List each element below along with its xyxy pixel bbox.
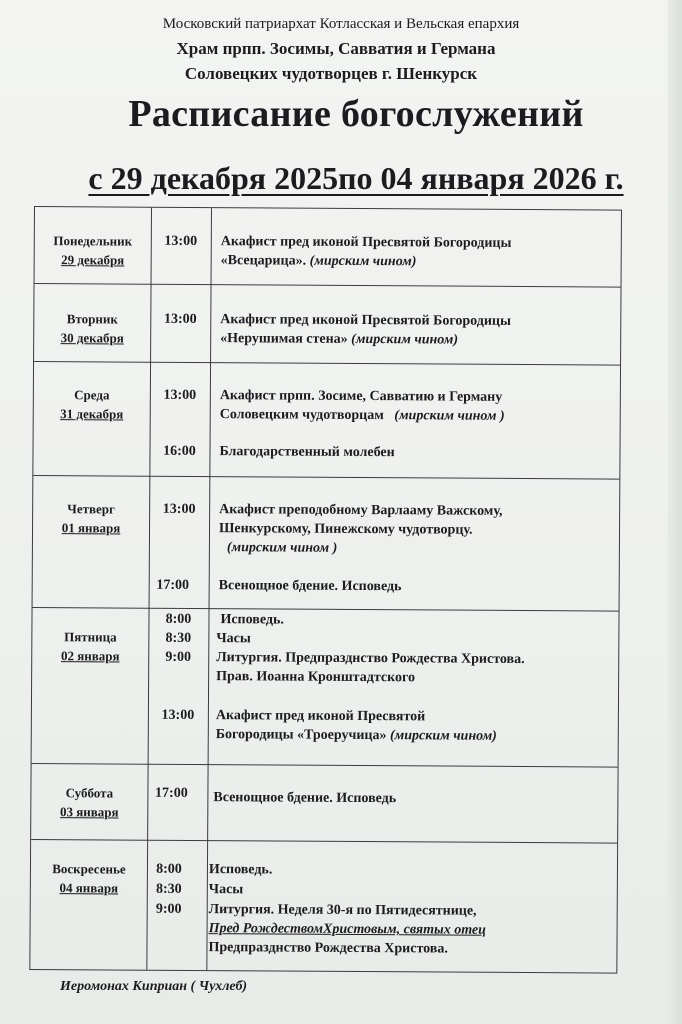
service-description: Благодарственный молебен: [219, 444, 395, 461]
service-description: [216, 706, 614, 746]
service-time: 9:00: [165, 649, 192, 665]
service-text: Литургия. Предпразднство Рождества Христова.: [216, 650, 525, 668]
service-time: 8:30: [165, 630, 192, 646]
service-time: 16:00: [163, 443, 196, 459]
service-time: 8:00: [165, 611, 192, 627]
page-title: Расписание богослужений: [128, 93, 584, 135]
service-entry: [149, 610, 619, 628]
service-text-cont: Соловецким чудотворцам: [219, 407, 384, 424]
service-text-cont: Прав. Иоанна Кронштадтского: [216, 669, 416, 686]
day-date: 03 января: [59, 804, 119, 820]
service-note: (мирским чином): [389, 728, 497, 744]
service-entry: [150, 310, 620, 348]
church-name-line: Храм прпп. Зосимы, Савватия и Германа: [176, 39, 496, 58]
table-row-sunday: [30, 839, 617, 973]
service-text-cont: «Всецарица».: [220, 253, 307, 269]
day-cell: [32, 627, 148, 666]
service-description: Часы: [216, 631, 251, 647]
table-row-monday: [35, 207, 621, 287]
table-row-tuesday: [34, 283, 620, 365]
service-entry: [149, 576, 619, 595]
table-row-saturday: [31, 763, 617, 843]
day-date: 02 января: [60, 648, 120, 664]
day-name: Среда: [74, 387, 110, 403]
service-time: 8:30: [155, 881, 182, 897]
service-description: Исповедь.: [220, 612, 284, 628]
day-name: Понедельник: [53, 233, 133, 249]
service-time: 8:00: [156, 861, 182, 877]
service-description: [220, 310, 616, 350]
church-location-line: Соловецких чудотворцев г. Шенкурск: [184, 64, 478, 83]
service-description: Исповедь.: [208, 862, 273, 878]
service-time: 17:00: [156, 577, 190, 593]
service-entry: [147, 784, 617, 807]
schedule-table: [29, 206, 622, 974]
day-cell: [35, 231, 151, 270]
day-name: Воскресенье: [52, 861, 126, 877]
service-entry: [148, 706, 618, 744]
service-time: 13:00: [162, 501, 196, 517]
service-text-line2: [221, 251, 617, 272]
day-cell: [33, 499, 149, 538]
service-text: Акафист прпп. Зосиме, Савватию и Герману: [219, 388, 503, 405]
service-text-cont: Шенкурскому, Пинежскому чудотворцу.: [218, 521, 473, 538]
day-date: 29 декабря: [61, 252, 125, 268]
service-text-line2: [220, 329, 616, 350]
table-row-wednesday: [33, 361, 620, 479]
service-note: (мирским чином ): [394, 408, 505, 424]
service-text-cont: Пред РождествомХристовым, святых отец: [208, 921, 486, 938]
service-text-cont: Предпразднство Рождества Христова.: [208, 940, 448, 957]
service-entry: [151, 232, 621, 270]
day-cell: [31, 859, 147, 898]
service-entry: [150, 386, 620, 424]
service-note: (мирским чином): [351, 331, 459, 348]
day-date: 31 декабря: [60, 406, 124, 422]
service-text: Акафист пред иконой Пресвятой: [215, 708, 426, 725]
service-entry: [149, 500, 619, 556]
service-time: 13:00: [163, 311, 197, 327]
service-time: 17:00: [155, 785, 188, 801]
service-description: Всенощное бдение. Исповедь: [213, 790, 397, 807]
day-name: Четверг: [67, 501, 116, 517]
table-row-friday: [32, 607, 619, 767]
service-text-cont: Богородицы «Троеручица»: [215, 727, 387, 744]
service-description: Всенощное бдение. Исповедь: [218, 578, 402, 595]
day-name: Вторник: [66, 311, 118, 327]
service-time: 13:00: [161, 707, 195, 723]
service-text: Акафист пред иконой Пресвятой Богородицы: [220, 312, 511, 329]
service-description: Часы: [208, 882, 244, 898]
service-text: Акафист пред иконой Пресвятой Богородицы: [220, 234, 512, 251]
service-note: (мирским чином ): [226, 540, 338, 556]
signature: Иеромонах Киприан ( Чухлеб): [60, 979, 248, 994]
service-description: [220, 386, 616, 426]
service-entry: [147, 860, 617, 878]
service-text: Акафист преподобному Варлааму Важскому,: [219, 502, 503, 519]
service-description: [219, 500, 615, 559]
service-text-line2: [216, 725, 614, 746]
date-range: с 29 декабря 2025по 04 января 2026 г.: [88, 160, 624, 196]
service-text: Литургия. Неделя 30-я по Пятидесятнице,: [208, 902, 477, 919]
diocese-line: Московский патриархат Котласская и Вельская епархия: [162, 16, 520, 32]
day-date: 04 января: [59, 880, 119, 896]
service-time: 13:00: [164, 233, 198, 249]
day-date: 30 декабря: [60, 330, 124, 346]
service-note: (мирским чином): [309, 253, 417, 270]
day-name: Пятница: [64, 629, 117, 645]
service-description: [208, 900, 612, 959]
day-cell: [31, 783, 147, 822]
service-entry: [150, 442, 620, 461]
day-cell: [34, 385, 150, 424]
service-description: [216, 648, 614, 688]
service-description: [221, 232, 617, 272]
paper-edge: [668, 0, 682, 1024]
service-time: 9:00: [155, 901, 182, 917]
service-text-cont: «Нерушимая стена»: [220, 331, 348, 347]
service-time: 13:00: [163, 387, 197, 403]
day-date: 01 января: [61, 520, 121, 536]
service-text-line2: [220, 405, 616, 426]
day-name: Суббота: [65, 785, 114, 801]
day-cell: [34, 309, 150, 348]
table-row-thursday: [33, 475, 620, 611]
